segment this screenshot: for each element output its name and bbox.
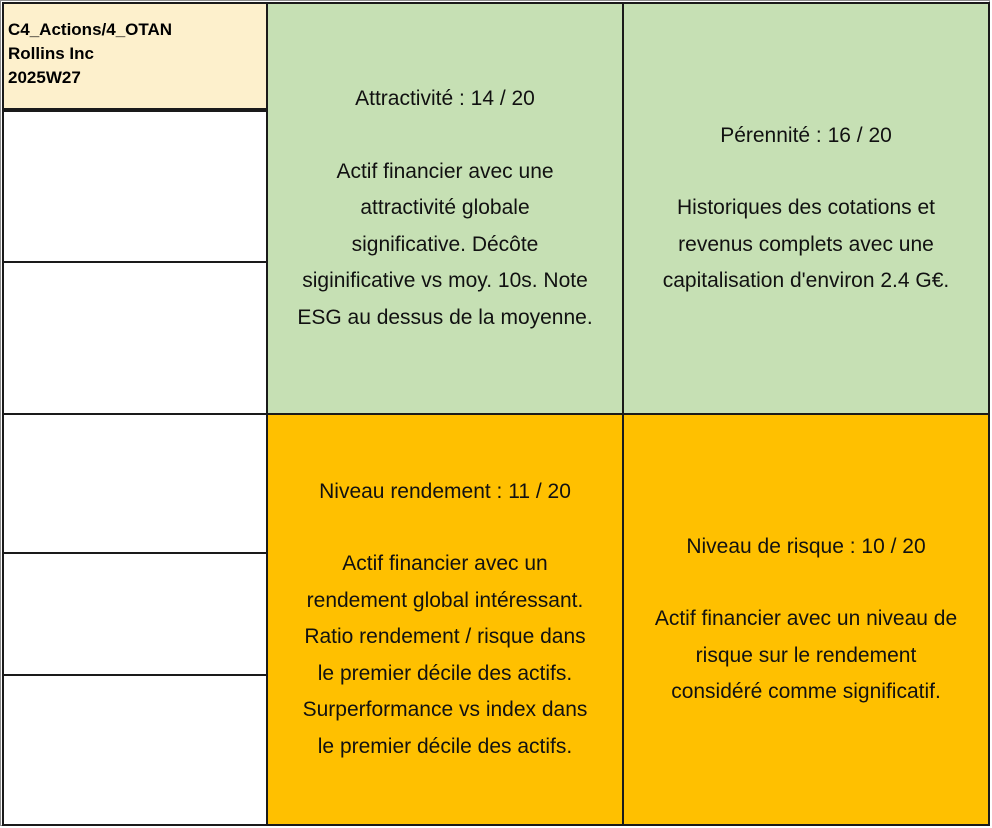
panel-attractivite	[266, 2, 624, 415]
risque-title: Niveau de risque : 10 / 20	[686, 534, 926, 558]
rendement-title: Niveau rendement : 11 / 20	[319, 479, 571, 503]
header-company: Rollins Inc	[8, 44, 94, 63]
panel-perennite	[622, 2, 990, 415]
side-cell-1	[2, 110, 268, 263]
header-cell	[2, 2, 268, 110]
side-cell-2	[2, 261, 268, 415]
panel-risque	[622, 413, 990, 826]
perennite-description: Historiques des cotations et revenus complets avec une capitalisation d'environ 2.4 G€.	[662, 196, 950, 292]
side-cell-4	[2, 552, 268, 676]
header-category: C4_Actions/4_OTAN	[8, 20, 173, 39]
risque-description: Actif financier avec un niveau de risque sur le rendement considéré comme significatif.	[654, 607, 958, 703]
panel-rendement	[266, 413, 624, 826]
side-cell-5	[2, 674, 268, 826]
side-cell-3	[2, 413, 268, 554]
perennite-title: Pérennité : 16 / 20	[720, 123, 892, 147]
attractivite-title: Attractivité : 14 / 20	[355, 87, 535, 110]
header-week: 2025W27	[8, 68, 81, 87]
attractivite-description: Actif financier avec une attractivité globale significative. Décôte siginificative vs moy. 10s. Note ESG au dessus de la moyenne.	[297, 159, 593, 329]
rendement-description: Actif financier avec un rendement global intéressant. Ratio rendement / risque dans le premier décile des actifs. Surperformance vs index dans le premier décile des actifs.	[302, 552, 588, 758]
